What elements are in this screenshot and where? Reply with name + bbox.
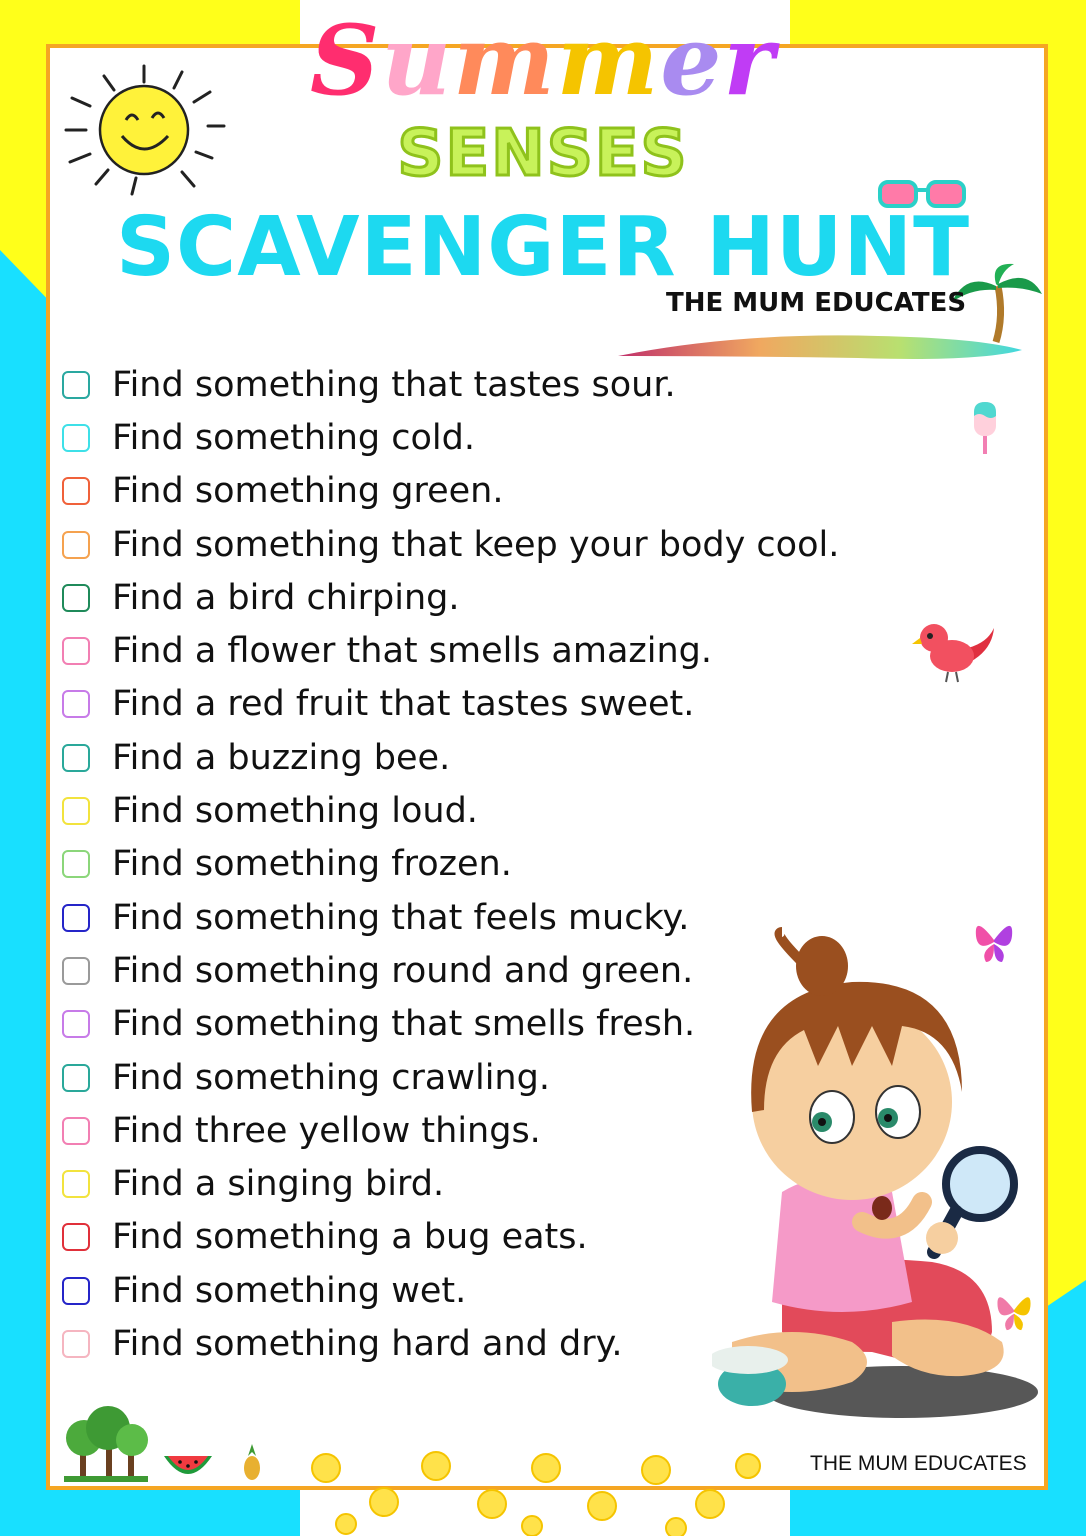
girl-with-magnifier-illustration — [712, 922, 1046, 1452]
checkbox[interactable] — [62, 1223, 90, 1251]
item-text: Find something wet. — [112, 1270, 467, 1311]
title-scavenger-hunt: SCAVENGER HUNT — [115, 200, 971, 295]
item-text: Find something crawling. — [112, 1057, 550, 1098]
summer-letter: S — [310, 4, 382, 117]
list-item — [62, 784, 839, 837]
item-text: Find a buzzing bee. — [112, 737, 451, 778]
pineapple-icon — [242, 1442, 262, 1482]
summer-letter: e — [660, 4, 724, 117]
summer-letter: m — [453, 4, 557, 117]
checkbox[interactable] — [62, 1117, 90, 1145]
item-text: Find a flower that smells amazing. — [112, 631, 713, 672]
list-item — [62, 465, 839, 518]
item-text: Find three yellow things. — [112, 1110, 541, 1151]
checkbox[interactable] — [62, 850, 90, 878]
checkbox[interactable] — [62, 1330, 90, 1358]
item-text: Find a bird chirping. — [112, 577, 460, 618]
item-text: Find something hard and dry. — [112, 1323, 623, 1364]
list-item — [62, 838, 839, 891]
item-text: Find something a bug eats. — [112, 1217, 588, 1258]
footer-brand: THE MUM EDUCATES — [810, 1452, 1027, 1475]
list-item — [62, 571, 839, 624]
checkbox[interactable] — [62, 744, 90, 772]
checkbox[interactable] — [62, 1277, 90, 1305]
list-item — [62, 731, 839, 784]
summer-letter: u — [381, 4, 454, 117]
list-item — [62, 358, 839, 411]
item-text: Find something that feels mucky. — [112, 897, 690, 938]
summer-letter: m — [556, 4, 661, 117]
list-item — [62, 678, 839, 731]
brand-tagline: THE MUM EDUCATES — [666, 288, 967, 318]
checkbox[interactable] — [62, 957, 90, 985]
trees-icon — [62, 1404, 150, 1482]
item-text: Find something frozen. — [112, 844, 512, 885]
popsicle-icon — [970, 398, 1000, 456]
item-text: Find a red fruit that tastes sweet. — [112, 684, 695, 725]
item-text: Find something that tastes sour. — [112, 364, 676, 405]
item-text: Find something that keep your body cool. — [112, 524, 840, 565]
bird-icon — [912, 616, 998, 684]
item-text: Find something that smells fresh. — [112, 1004, 696, 1045]
checkbox[interactable] — [62, 637, 90, 665]
checkbox[interactable] — [62, 797, 90, 825]
suns-border-decoration — [296, 1440, 766, 1536]
checkbox[interactable] — [62, 1170, 90, 1198]
checkbox[interactable] — [62, 690, 90, 718]
title-summer — [0, 6, 1086, 116]
checkbox[interactable] — [62, 584, 90, 612]
summer-letter: r — [723, 4, 776, 117]
checkbox[interactable] — [62, 1064, 90, 1092]
checkbox[interactable] — [62, 371, 90, 399]
item-text: Find a singing bird. — [112, 1164, 445, 1205]
checkbox[interactable] — [62, 531, 90, 559]
checkbox[interactable] — [62, 477, 90, 505]
item-text: Find something green. — [112, 471, 504, 512]
checkbox[interactable] — [62, 424, 90, 452]
list-item — [62, 624, 839, 677]
checkbox[interactable] — [62, 904, 90, 932]
list-item — [62, 411, 839, 464]
item-text: Find something cold. — [112, 417, 475, 458]
checkbox[interactable] — [62, 1010, 90, 1038]
list-item — [62, 518, 839, 571]
watermelon-icon — [162, 1452, 214, 1486]
title-senses: SENSES — [397, 117, 689, 191]
item-text: Find something round and green. — [112, 950, 694, 991]
item-text: Find something loud. — [112, 791, 478, 832]
